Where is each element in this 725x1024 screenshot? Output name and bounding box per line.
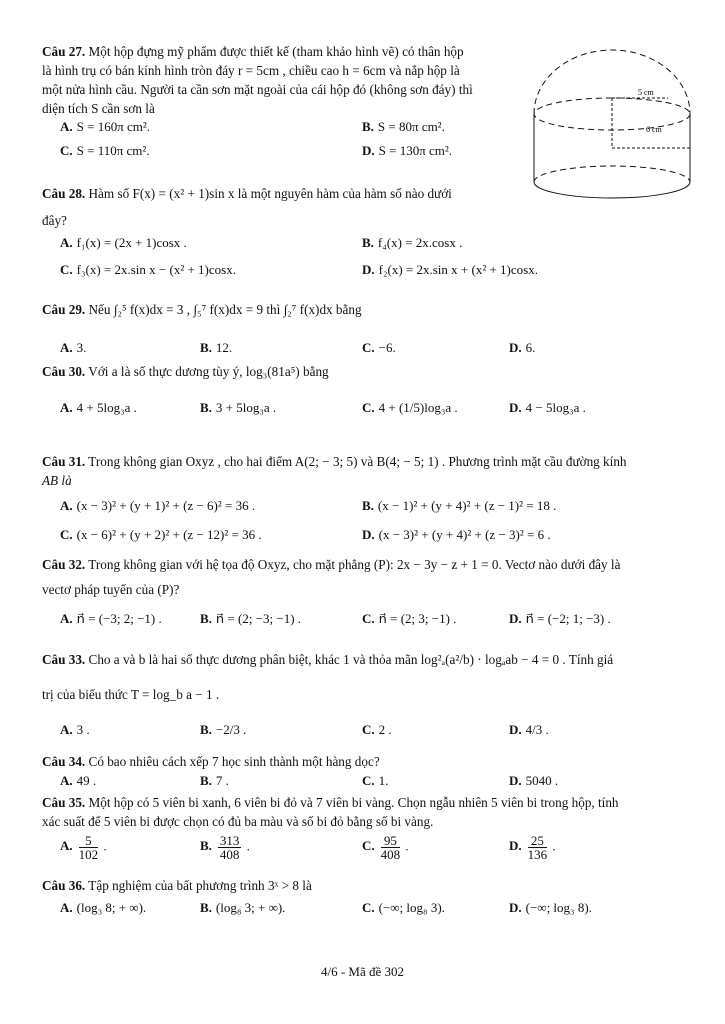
- q27-option-d: D. S = 130π cm².: [362, 143, 453, 158]
- q30-option-a: A. 4 + 5log₃a .: [60, 400, 137, 415]
- q32-option-b: B. n⃗ = (2; −3; −1) .: [200, 611, 302, 626]
- question-29-line-1: Câu 29. Nếu ∫₂⁵ f(x)dx = 3 , ∫₅⁷ f(x)dx = 9 thì ∫₂⁷ f(x)dx bằng: [42, 302, 362, 317]
- q32-option-c: C. n⃗ = (2; 3; −1) .: [362, 611, 457, 626]
- cylinder-hemisphere-figure: [532, 42, 692, 202]
- figure-height-label: 6 cm: [646, 125, 662, 134]
- question-32-label: Câu 32.: [42, 557, 86, 572]
- q36-option-c: C. (−∞; log₈ 3).: [362, 900, 445, 915]
- question-30-line-1: Câu 30. Với a là số thực dương tùy ý, log₃(81a⁵) bằng: [42, 364, 329, 379]
- question-33-line-1: Câu 33. Cho a và b là hai số thực dương phân biệt, khác 1 và thỏa mãn log²ₐ(a²/b) · logₐab − 4 = 0 . Tính giá: [42, 652, 614, 667]
- q31-option-a: A. (x − 3)² + (y + 1)² + (z − 6)² = 36 .: [60, 498, 256, 513]
- question-30-label: Câu 30.: [42, 364, 86, 379]
- q29-option-a: A. 3.: [60, 340, 87, 355]
- q31-option-b: B. (x − 1)² + (y + 4)² + (z − 1)² = 18 .: [362, 498, 557, 513]
- q35-option-d: D. $\frac{25}{136}$ .: [509, 833, 556, 862]
- q27-option-c: C. S = 110π cm².: [60, 143, 150, 158]
- question-34: [42, 752, 685, 771]
- q33-option-d: D. 4/3 .: [509, 722, 549, 737]
- question-31-line-2: AB là: [42, 473, 72, 488]
- question-28: [42, 184, 525, 230]
- question-34-line-1: Câu 34. Có bao nhiêu cách xếp 7 học sinh thành một hàng dọc?: [42, 754, 380, 769]
- q33-option-a: A. 3 .: [60, 722, 90, 737]
- question-30: [42, 362, 685, 381]
- question-31: [42, 452, 685, 490]
- q31-option-d: D. (x − 3)² + (y + 4)² + (z − 3)² = 6 .: [362, 527, 551, 542]
- question-29: [42, 300, 685, 319]
- question-36-line-1: Câu 36. Tập nghiệm của bất phương trình 3ˣ > 8 là: [42, 878, 312, 893]
- question-27-label: Câu 27.: [42, 44, 86, 59]
- q30-option-b: B. 3 + 5log₃a .: [200, 400, 277, 415]
- question-35-line-2: xác suất để 5 viên bi được chọn có đủ ba màu và số bi đỏ bằng số bi vàng.: [42, 814, 434, 829]
- q36-option-b: B. (log₈ 3; + ∞).: [200, 900, 286, 915]
- question-27: [42, 42, 525, 118]
- q31-option-c: C. (x − 6)² + (y + 2)² + (z − 12)² = 36 .: [60, 527, 262, 542]
- q27-option-a: A. S = 160π cm².: [60, 119, 151, 134]
- q32-option-d: D. n⃗ = (−2; 1; −3) .: [509, 611, 611, 626]
- q30-option-d: D. 4 − 5log₃a .: [509, 400, 586, 415]
- q34-option-d: D. 5040 .: [509, 773, 559, 788]
- question-29-label: Câu 29.: [42, 302, 86, 317]
- question-31-line-1: Câu 31. Trong không gian Oxyz , cho hai điểm A(2; − 3; 5) và B(4; − 5; 1) . Phương trình mặt cầu đường kính: [42, 454, 627, 469]
- question-28-line-1: Câu 28. Hàm số F(x) = (x² + 1)sin x là một nguyên hàm của hàm số nào dưới: [42, 186, 452, 201]
- q32-option-a: A. n⃗ = (−3; 2; −1) .: [60, 611, 162, 626]
- q28-option-b: B. f₄(x) = 2x.cosx .: [362, 235, 463, 250]
- figure-radius-label: 5 cm: [638, 88, 654, 97]
- question-27-line-3: một nửa hình cầu. Người ta cần sơn mặt ngoài của cái hộp đó (không sơn đáy) thì: [42, 82, 473, 97]
- question-27-line-1: Câu 27. Một hộp đựng mỹ phẩm được thiết kế (tham khảo hình vẽ) có thân hộp: [42, 44, 464, 59]
- question-34-label: Câu 34.: [42, 754, 86, 769]
- question-32: [42, 555, 685, 599]
- q30-option-c: C. 4 + (1/5)log₃a .: [362, 400, 458, 415]
- q35-option-c: C. $\frac{95}{408}$ .: [362, 833, 409, 862]
- q36-option-d: D. (−∞; log₃ 8).: [509, 900, 592, 915]
- question-33-line-2: trị của biểu thức T = log_b a − 1 .: [42, 687, 220, 702]
- question-27-line-2: là hình trụ có bán kính hình tròn đáy r = 5cm , chiều cao h = 6cm và nắp hộp là: [42, 63, 460, 78]
- q27-option-b: B. S = 80π cm².: [362, 119, 445, 134]
- question-33: [42, 650, 685, 704]
- q28-option-d: D. f₂(x) = 2x.sin x + (x² + 1)cosx.: [362, 262, 538, 277]
- question-32-line-1: Câu 32. Trong không gian với hệ tọa độ Oxyz, cho mặt phẳng (P): 2x − 3y − z + 1 = 0. Vectơ nào dưới đây là: [42, 557, 621, 572]
- q29-option-d: D. 6.: [509, 340, 536, 355]
- q35-option-b: B. $\frac{313}{408}$ .: [200, 833, 250, 862]
- q29-option-c: C. −6.: [362, 340, 396, 355]
- q28-option-a: A. f₁(x) = (2x + 1)cosx .: [60, 235, 187, 250]
- q29-option-b: B. 12.: [200, 340, 233, 355]
- question-35: [42, 793, 685, 831]
- q33-option-b: B. −2/3 .: [200, 722, 247, 737]
- question-36-label: Câu 36.: [42, 878, 86, 893]
- q35-option-a: A. $\frac{5}{102}$ .: [60, 833, 107, 862]
- q34-option-b: B. 7 .: [200, 773, 229, 788]
- q34-option-c: C. 1.: [362, 773, 389, 788]
- question-31-label: Câu 31.: [42, 454, 86, 469]
- question-36: [42, 876, 685, 895]
- q36-option-a: A. (log₃ 8; + ∞).: [60, 900, 147, 915]
- page-footer: 4/6 - Mã đề 302: [320, 964, 405, 979]
- question-35-label: Câu 35.: [42, 795, 86, 810]
- question-28-line-2: đây?: [42, 213, 67, 228]
- q33-option-c: C. 2 .: [362, 722, 392, 737]
- question-27-line-4: diện tích S cần sơn là: [42, 101, 155, 116]
- question-33-label: Câu 33.: [42, 652, 86, 667]
- q34-option-a: A. 49 .: [60, 773, 97, 788]
- question-28-label: Câu 28.: [42, 186, 86, 201]
- q28-option-c: C. f₃(x) = 2x.sin x − (x² + 1)cosx.: [60, 262, 236, 277]
- question-32-line-2: vectơ pháp tuyến của (P)?: [42, 582, 180, 597]
- question-35-line-1: Câu 35. Một hộp có 5 viên bi xanh, 6 viên bi đỏ và 7 viên bi vàng. Chọn ngẫu nhiên 5 viên bi trong hộp, tính: [42, 795, 619, 810]
